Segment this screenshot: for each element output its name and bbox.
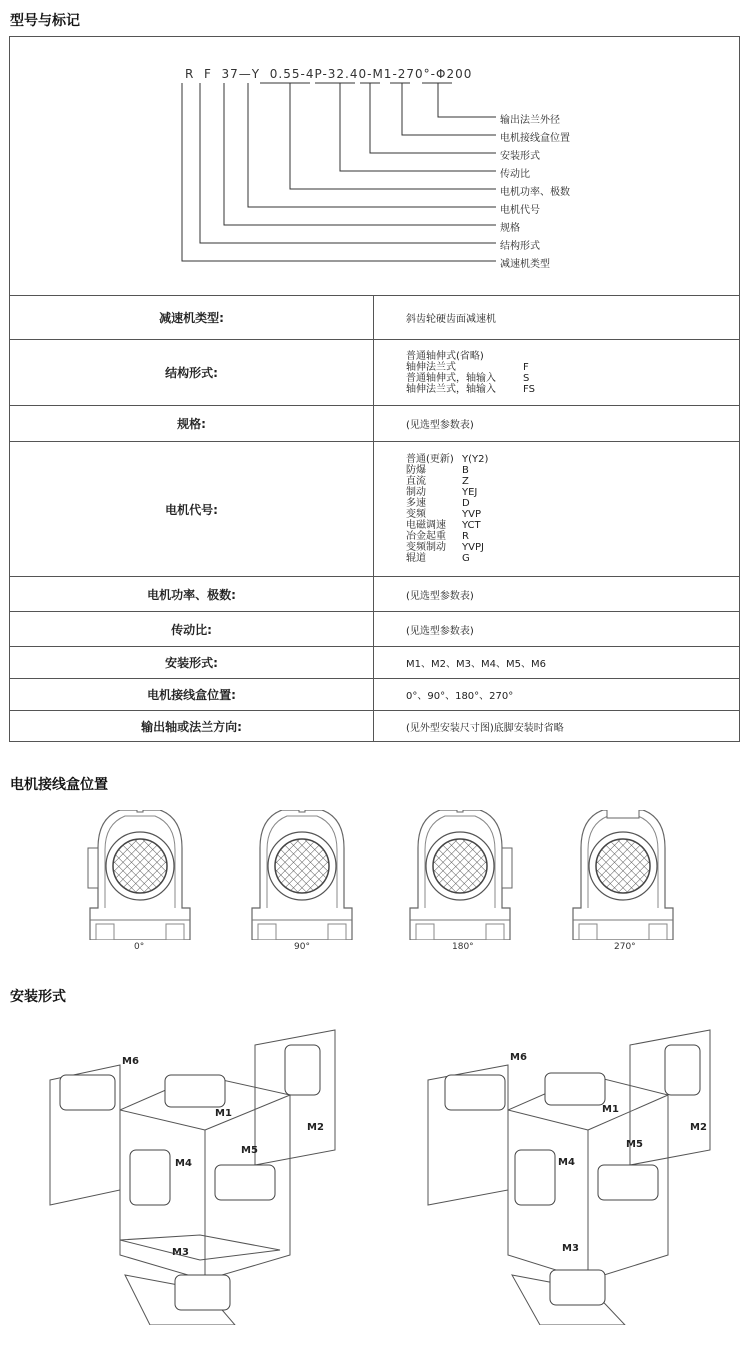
motor-m3-icon — [550, 1270, 605, 1305]
table-row — [10, 577, 739, 612]
angle-label: 270° — [614, 942, 636, 952]
legend-item: 电机接线盒位置 — [500, 133, 570, 144]
legend-item: 减速机类型 — [500, 259, 550, 270]
gearbox-90deg-icon — [252, 810, 352, 940]
mount-label-m2: M2 — [307, 1122, 324, 1133]
leader-lines — [10, 37, 739, 295]
row-label: 减速机类型: — [10, 295, 374, 339]
row-value: 0°、90°、180°、270° — [406, 691, 514, 702]
angle-label: 0° — [134, 942, 145, 952]
motor-m2-icon — [285, 1045, 320, 1095]
table-row — [10, 442, 739, 577]
legend-item: 规格 — [500, 223, 520, 234]
motor-m3-icon — [175, 1275, 230, 1310]
legend-item: 输出法兰外径 — [500, 115, 560, 126]
mount-label-m6: M6 — [510, 1052, 527, 1063]
row-value: 普通轴伸式(省略) 轴伸法兰式 F 普通轴伸式，轴输入 S 轴伸法兰式，轴输入 FS — [406, 350, 535, 395]
section-title-junction: 电机接线盒位置 — [10, 777, 108, 793]
legend-item: 安装形式 — [500, 151, 540, 162]
motor-m5-icon — [215, 1165, 275, 1200]
row-value: (见选型参数表) — [406, 590, 474, 602]
mount-label-m1: M1 — [602, 1104, 619, 1115]
mount-label-m6: M6 — [122, 1056, 139, 1067]
motor-m6-icon — [60, 1075, 115, 1110]
table-row — [10, 647, 739, 679]
row-label: 电机代号: — [10, 442, 374, 576]
motor-m4-icon — [515, 1150, 555, 1205]
row-label: 电机接线盒位置: — [10, 679, 374, 710]
mount-label-m3: M3 — [172, 1247, 189, 1258]
row-label: 安装形式: — [10, 647, 374, 678]
legend-item: 电机功率、极数 — [500, 187, 570, 198]
table-row — [10, 612, 739, 647]
mount-label-m4: M4 — [558, 1157, 575, 1168]
row-value: (见外型安装尺寸图)底脚安装时省略 — [406, 722, 564, 734]
legend-item: 电机代号 — [500, 205, 540, 216]
model-table — [9, 36, 740, 742]
row-label: 结构形式: — [10, 340, 374, 405]
mount-label-m4: M4 — [175, 1158, 192, 1169]
motor-m6-icon — [445, 1075, 505, 1110]
row-label: 传动比: — [10, 612, 374, 646]
mount-label-m2: M2 — [690, 1122, 707, 1133]
legend-item: 传动比 — [500, 169, 530, 180]
mount-label-m1: M1 — [215, 1108, 232, 1119]
angle-label: 90° — [294, 942, 310, 952]
motor-m4-icon — [130, 1150, 170, 1205]
junction-box-drawings — [0, 810, 750, 940]
row-value: (见选型参数表) — [406, 625, 474, 637]
table-row — [10, 340, 739, 406]
section-title-mounting: 安装形式 — [10, 989, 66, 1005]
gearbox-0deg-icon — [88, 810, 190, 940]
mount-label-m5: M5 — [626, 1139, 643, 1150]
table-row — [10, 679, 739, 711]
model-code: R F 37—Y 0.55-4P-32.40-M1-270°-Φ200 — [185, 67, 473, 81]
gearbox-180deg-icon — [410, 810, 512, 940]
mounting-drawings — [0, 1025, 750, 1325]
row-label: 规格: — [10, 406, 374, 441]
row-label: 输出轴或法兰方向: — [10, 711, 374, 741]
table-row — [10, 295, 739, 340]
table-row — [10, 711, 739, 741]
legend-item: 结构形式 — [500, 241, 540, 252]
mount-label-m3: M3 — [562, 1243, 579, 1254]
row-value: M1、M2、M3、M4、M5、M6 — [406, 659, 546, 670]
motor-m5-icon — [598, 1165, 658, 1200]
motor-m1-icon — [165, 1075, 225, 1107]
model-code-diagram — [10, 37, 739, 296]
gearbox-270deg-icon — [573, 810, 673, 940]
row-value: 斜齿轮硬齿面减速机 — [406, 313, 496, 325]
mount-label-m5: M5 — [241, 1145, 258, 1156]
row-label: 电机功率、极数: — [10, 577, 374, 611]
row-value: 普通(更新) Y(Y2) 防爆 B 直流 Z 制动 YEJ 多速 D 变频 YVP 电磁调速 YCT 冶金起重 R 变频制动 YVPJ 辊道 G — [406, 454, 489, 564]
motor-m1-icon — [545, 1073, 605, 1105]
motor-m2-icon — [665, 1045, 700, 1095]
table-row — [10, 406, 739, 442]
angle-label: 180° — [452, 942, 474, 952]
row-value: (见选型参数表) — [406, 420, 474, 431]
section-title-model: 型号与标记 — [10, 13, 80, 29]
